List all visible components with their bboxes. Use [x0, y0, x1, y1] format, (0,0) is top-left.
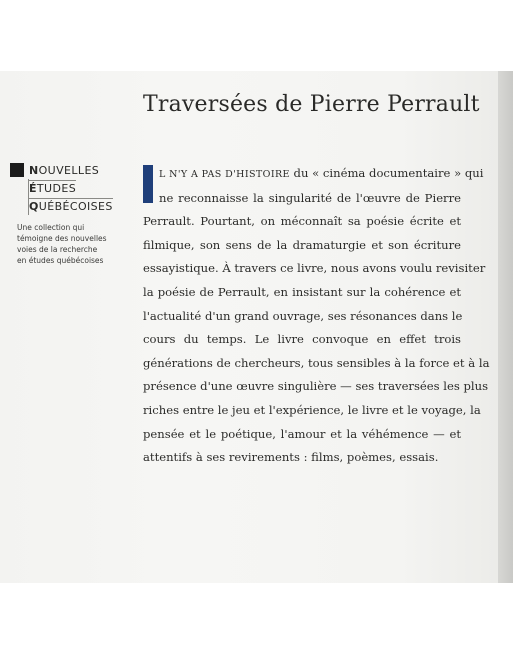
blurb-lead: L N'Y A PAS D'HISTOIRE — [159, 169, 290, 180]
series-initial-n: N — [29, 164, 39, 177]
blurb-text — [143, 162, 490, 470]
blurb-line: Perrault. Pourtant, on méconnaît sa poésie écrite et — [143, 214, 461, 229]
series-word-quebecoises: UÉBÉCOISES — [38, 200, 113, 213]
series-name-line-3 — [29, 198, 113, 213]
blurb-line: l'actualité d'un grand ouvrage, ses résonances dans le — [143, 308, 463, 323]
series-logo-mark — [10, 163, 24, 177]
series-initial-e: É — [29, 182, 37, 195]
series-name-line-1 — [29, 164, 99, 177]
blurb-line: attentifs à ses revirements : films, poèmes, essais. — [143, 450, 439, 465]
series-initial-q: Q — [29, 200, 39, 213]
series-description-line: témoigne des nouvelles — [17, 234, 107, 243]
series-description-line: Une collection qui — [17, 223, 85, 232]
book-cover-edge — [498, 71, 513, 583]
blurb-line: la poésie de Perrault, en insistant sur la cohérence et — [143, 284, 461, 299]
blurb-line: pensée et le poétique, l'amour et la véhémence — et — [143, 426, 461, 441]
series-description — [17, 222, 127, 266]
blurb-line: riches entre le jeu et l'expérience, le livre et le voyage, la — [143, 402, 481, 417]
blurb-line: filmique, son sens de la dramaturgie et son écriture — [143, 237, 461, 252]
series-description-line: en études québécoises — [17, 256, 104, 265]
blurb-line: essayistique. À travers ce livre, nous avons voulu revisiter — [143, 261, 486, 276]
series-word-nouvelles: OUVELLES — [38, 164, 100, 177]
blurb-line: cours du temps. Le livre convoque en effet trois — [143, 332, 461, 347]
blurb-line: présence d'une œuvre singulière — ses traversées les plus — [143, 379, 489, 394]
series-word-etudes: TUDES — [36, 182, 77, 195]
series-description-line: voies de la recherche — [17, 245, 98, 254]
blurb-line-1-rest: du « cinéma documentaire » qui — [289, 166, 484, 180]
series-name-line-2 — [29, 180, 76, 195]
blurb-line — [143, 162, 484, 187]
blurb-line: ne reconnaisse la singularité de l'œuvre de Pierre — [159, 190, 461, 205]
blurb-line: générations de chercheurs, tous sensibles à la force et à la — [143, 355, 490, 370]
book-title: Traversées de Pierre Perrault — [143, 92, 480, 117]
